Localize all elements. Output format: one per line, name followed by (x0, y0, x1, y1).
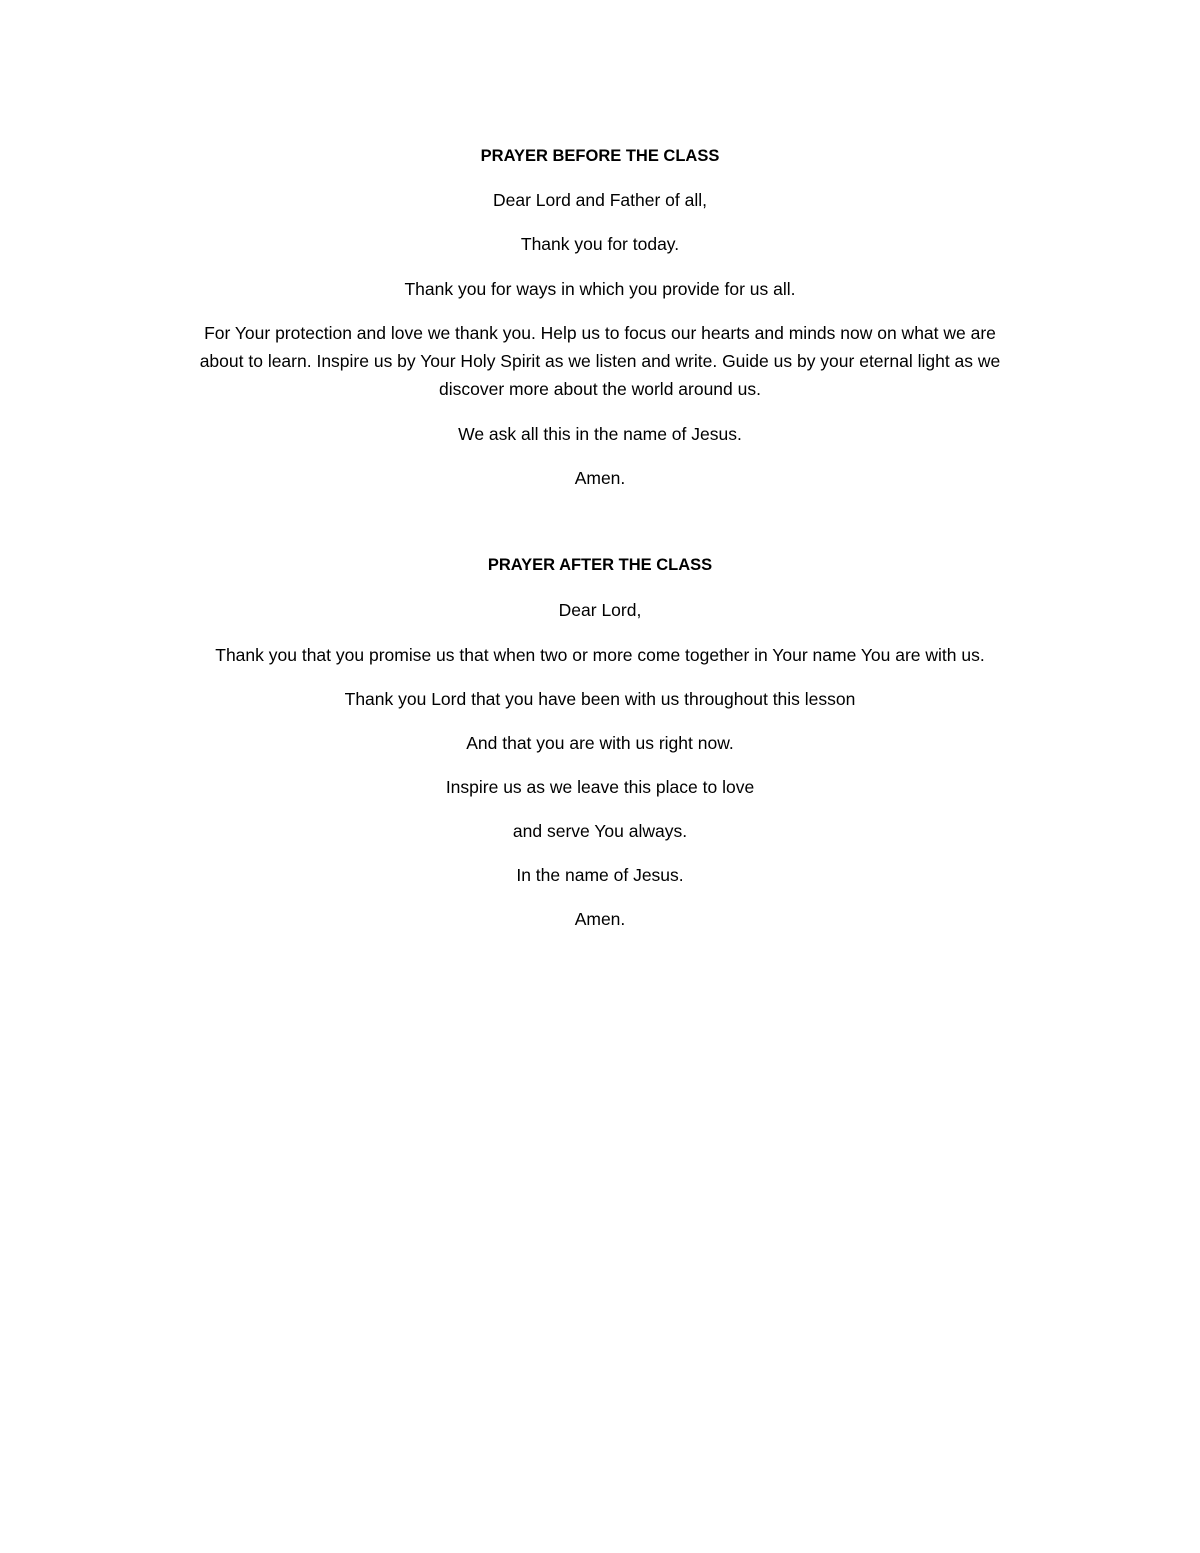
after-line-right-now: And that you are with us right now. (466, 733, 734, 753)
after-line-amen: Amen. (574, 909, 626, 929)
before-paragraph-line-1: For Your protection and love we thank you. Help us to focus our hearts and minds now on what we are (204, 323, 996, 343)
before-paragraph-line-3: discover more about the world around us. (439, 379, 761, 399)
after-line-serve: and serve You always. (512, 821, 688, 841)
before-line-salutation: Dear Lord and Father of all, (492, 190, 707, 210)
before-line-thanks-today: Thank you for today. (520, 234, 680, 254)
before-line-amen: Amen. (574, 468, 626, 488)
before-line-ask: We ask all this in the name of Jesus. (458, 424, 742, 444)
before-line-thanks-provide: Thank you for ways in which you provide for us all. (404, 279, 796, 299)
after-line-salutation: Dear Lord, (558, 600, 642, 620)
after-line-promise: Thank you that you promise us that when two or more come together in Your name You are with us. (215, 645, 985, 665)
after-line-lesson: Thank you Lord that you have been with us throughout this lesson (344, 689, 856, 709)
after-line-inspire: Inspire us as we leave this place to love (445, 777, 755, 797)
before-class-heading: PRAYER BEFORE THE CLASS (480, 147, 720, 165)
before-paragraph-line-2: about to learn. Inspire us by Your Holy Spirit as we listen and write. Guide us by your eternal light as we (199, 351, 1001, 371)
after-line-name-of-jesus: In the name of Jesus. (516, 865, 684, 885)
after-class-heading: PRAYER AFTER THE CLASS (487, 556, 713, 574)
